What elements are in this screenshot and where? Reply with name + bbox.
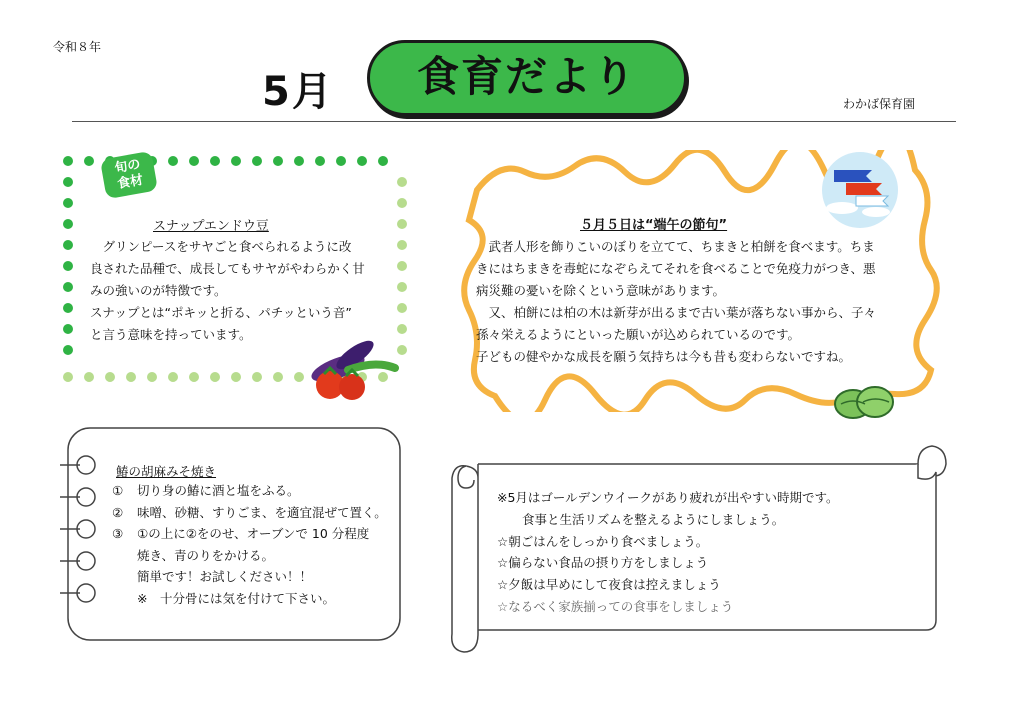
recipe-title: 鰆の胡麻みそ焼き	[116, 464, 217, 479]
newsletter-title: 食育だより	[416, 52, 637, 101]
frame-dot	[189, 156, 199, 166]
school-name: わかば保育園	[843, 97, 916, 111]
text-line: 孫々栄えるようにといった願いが込められているのです。	[476, 327, 801, 342]
frame-dot	[397, 240, 407, 250]
frame-dot	[378, 156, 388, 166]
step-number	[112, 545, 137, 567]
festival-title: ５月５日は“端午の節句”	[580, 218, 728, 233]
tip-line: ☆偏らない食品の摂り方をしましょう	[497, 555, 709, 571]
issue-year: 令和８年	[53, 40, 102, 54]
frame-dot	[105, 372, 115, 382]
frame-dot	[397, 261, 407, 271]
frame-dot	[357, 156, 367, 166]
frame-dot	[147, 372, 157, 382]
frame-dot	[397, 282, 407, 292]
frame-dot	[252, 372, 262, 382]
frame-dot	[210, 156, 220, 166]
frame-dot	[336, 156, 346, 166]
frame-dot	[210, 372, 220, 382]
step-text: 簡単です！お試しください！！	[137, 569, 313, 585]
text-line: スナップとは“ポキッと折る、パチッという音”	[90, 305, 352, 320]
text-line: 又、柏餅には柏の木は新芽が出るまで古い葉が落ちない事から、子々	[476, 305, 877, 320]
text-line: 子どもの健やかな成長を願う気持ちは今も昔も変わらないですね。	[476, 349, 852, 364]
recipe-step	[112, 480, 402, 502]
step-number	[112, 588, 137, 610]
frame-dot	[273, 372, 283, 382]
frame-dot	[252, 156, 262, 166]
seasonal-title: スナップエンドウ豆	[153, 219, 269, 234]
step-number: ②	[112, 504, 124, 520]
tip-line: ※5月はゴールデンウイークがあり疲れが出やすい時期です。	[497, 490, 839, 505]
frame-dot	[63, 261, 73, 271]
text-line: 良された品種で、成長してもサヤがやわらかく甘	[90, 261, 365, 276]
step-text: ①の上に②をのせ、オーブンで 10 分程度	[137, 526, 370, 542]
step-text: ※ 十分骨には気を付けて下さい。	[137, 590, 335, 606]
festival-text	[476, 236, 904, 368]
frame-dot	[126, 372, 136, 382]
frame-dot	[63, 345, 73, 355]
frame-dot	[397, 177, 407, 187]
frame-dot	[63, 219, 73, 229]
recipe-step	[112, 566, 402, 588]
frame-dot	[84, 156, 94, 166]
frame-dot	[231, 156, 241, 166]
frame-dot	[63, 177, 73, 187]
frame-dot	[315, 156, 325, 166]
text-line: きにはちまきを毒蛇になぞらえてそれを食べることで免疫力がつき、悪	[476, 261, 876, 276]
text-line: 武者人形を飾りこいのぼりを立てて、ちまきと柏餅を食べます。ちま	[476, 239, 875, 254]
frame-dot	[168, 156, 178, 166]
tip-line: ☆夕飯は早めにして夜食は控えましょう	[497, 577, 721, 593]
tag-line-2: 食材	[116, 172, 145, 193]
tip-line: 食事と生活リズムを整えるようにしましょう。	[497, 511, 785, 527]
tip-line: ☆なるべく家族揃っての食事をしましょう	[497, 598, 734, 614]
recipe-step	[112, 545, 402, 567]
frame-dot	[273, 156, 283, 166]
step-text: 切り身の鰆に酒と塩をふる。	[137, 483, 300, 498]
frame-dot	[231, 372, 241, 382]
text-line: 病災難の憂いを除くという意味があります。	[476, 283, 726, 298]
frame-dot	[189, 372, 199, 382]
vegetables-illustration	[300, 330, 410, 405]
frame-dot	[397, 219, 407, 229]
frame-dot	[397, 303, 407, 313]
recipe-step	[112, 502, 402, 524]
frame-dot	[63, 324, 73, 334]
step-number	[112, 566, 137, 588]
tag-line-1: 旬の	[113, 156, 142, 177]
frame-dot	[63, 198, 73, 208]
step-number: ①	[112, 483, 124, 498]
frame-dot	[63, 282, 73, 292]
recipe-steps	[112, 480, 402, 610]
text-line: と言う意味を持っています。	[90, 327, 252, 342]
recipe-step	[112, 588, 402, 610]
recipe-step	[112, 523, 402, 545]
frame-dot	[84, 372, 94, 382]
tips-text	[497, 487, 927, 618]
step-text: 焼き、青のりをかける。	[137, 547, 275, 563]
frame-dot	[294, 156, 304, 166]
kashiwa-mochi-icon	[833, 380, 895, 422]
frame-dot	[168, 372, 178, 382]
step-number: ③	[112, 526, 124, 542]
koinobori-icon	[820, 150, 900, 230]
header-divider	[72, 121, 956, 122]
frame-dot	[397, 198, 407, 208]
frame-dot	[63, 156, 73, 166]
frame-dot	[63, 303, 73, 313]
step-text: 味噌、砂糖、すりごま、を適宜混ぜて置く。	[137, 504, 387, 520]
issue-month: 5月	[262, 69, 334, 115]
text-line: グリンピースをサヤごと食べられるように改	[90, 239, 352, 254]
tip-line: ☆朝ごはんをしっかり食べましょう。	[497, 533, 709, 549]
frame-dot	[63, 372, 73, 382]
text-line: みの強いのが特徴です。	[90, 283, 227, 298]
frame-dot	[63, 240, 73, 250]
